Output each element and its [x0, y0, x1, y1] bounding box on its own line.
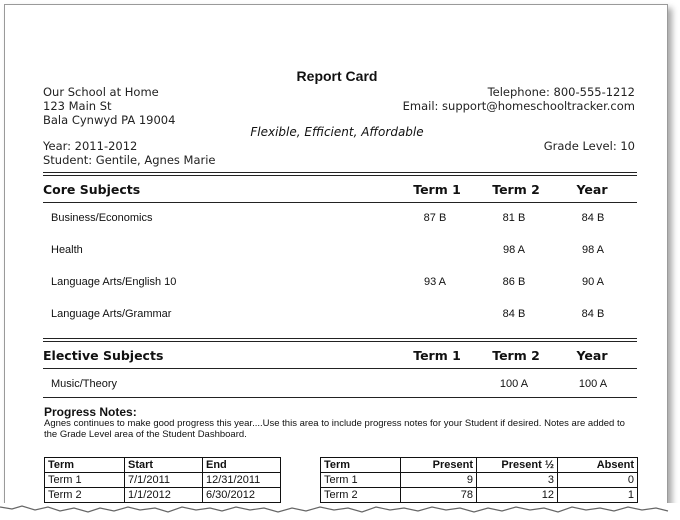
- elective-col-year: Year: [576, 348, 608, 363]
- school-name: Our School at Home: [43, 85, 159, 99]
- report-title: Report Card: [296, 68, 378, 84]
- subject-name: Language Arts/English 10: [51, 276, 177, 288]
- table-header-row: [321, 458, 638, 473]
- table-cell: 12: [477, 488, 558, 503]
- school-email: Email: support@homeschooltracker.com: [402, 99, 635, 113]
- subject-name: Health: [51, 244, 83, 256]
- table-cell: 9: [401, 473, 477, 488]
- table-row: [45, 488, 281, 503]
- grade-term2: 81 B: [502, 212, 526, 224]
- elective-subjects-heading: Elective Subjects: [43, 348, 164, 363]
- divider: [43, 397, 637, 398]
- subject-name: Language Arts/Grammar: [51, 308, 172, 320]
- divider: [43, 172, 637, 176]
- divider: [43, 338, 637, 342]
- subject-name: Business/Economics: [51, 212, 153, 224]
- table-row: [321, 473, 638, 488]
- table-cell: Term 2: [45, 488, 125, 503]
- divider: [43, 368, 637, 369]
- progress-notes-title: Progress Notes:: [44, 405, 137, 419]
- grade-year: 84 B: [581, 212, 605, 224]
- grade-level: Grade Level: 10: [543, 139, 635, 153]
- elective-col-term1: Term 1: [413, 348, 461, 363]
- grade-term2: 100 A: [499, 378, 529, 390]
- core-col-term1: Term 1: [413, 182, 461, 197]
- table-cell: Term 1: [321, 473, 401, 488]
- table-cell: Term 1: [45, 473, 125, 488]
- table-cell: 78: [401, 488, 477, 503]
- attendance-col-present: Present: [401, 458, 477, 473]
- table-row: [321, 488, 638, 503]
- table-cell: 3: [477, 473, 558, 488]
- progress-notes-text: Agnes continues to make good progress this year....Use this area to include progress notes for your Student if desired. Notes are added to the Grade Level area of the Student Dashboard.: [44, 418, 625, 440]
- table-cell: 12/31/2011: [203, 473, 281, 488]
- attendance-table: [320, 457, 638, 503]
- grade-term1: 87 B: [423, 212, 447, 224]
- table-header-row: [45, 458, 281, 473]
- elective-col-term2: Term 2: [492, 348, 540, 363]
- table-row: [45, 473, 281, 488]
- school-tagline: Flexible, Efficient, Affordable: [250, 125, 424, 139]
- report-card-page: [4, 4, 668, 516]
- attendance-col-present-half: Present ½: [477, 458, 558, 473]
- school-address-line2: Bala Cynwyd PA 19004: [43, 113, 176, 127]
- grade-year: 84 B: [581, 308, 605, 320]
- terms-col-term: Term: [45, 458, 125, 473]
- terms-table: [44, 457, 281, 503]
- grade-term2: 98 A: [502, 244, 526, 256]
- school-address-line1: 123 Main St: [43, 99, 112, 113]
- school-year: Year: 2011-2012: [43, 139, 138, 153]
- table-cell: 6/30/2012: [203, 488, 281, 503]
- torn-edge-decoration: [0, 503, 680, 520]
- grade-term2: 84 B: [502, 308, 526, 320]
- grade-year: 90 A: [581, 276, 605, 288]
- terms-col-start: Start: [125, 458, 203, 473]
- table-cell: 7/1/2011: [125, 473, 203, 488]
- core-col-term2: Term 2: [492, 182, 540, 197]
- school-telephone: Telephone: 800-555-1212: [487, 85, 635, 99]
- student-name: Student: Gentile, Agnes Marie: [43, 153, 216, 167]
- divider: [43, 202, 637, 203]
- table-cell: 1: [558, 488, 638, 503]
- table-cell: 0: [558, 473, 638, 488]
- attendance-col-absent: Absent: [558, 458, 638, 473]
- grade-term2: 86 B: [502, 276, 526, 288]
- table-cell: Term 2: [321, 488, 401, 503]
- grade-year: 100 A: [578, 378, 608, 390]
- attendance-col-term: Term: [321, 458, 401, 473]
- table-cell: 1/1/2012: [125, 488, 203, 503]
- terms-col-end: End: [203, 458, 281, 473]
- grade-year: 98 A: [581, 244, 605, 256]
- subject-name: Music/Theory: [51, 378, 118, 390]
- core-subjects-heading: Core Subjects: [43, 182, 141, 197]
- core-col-year: Year: [576, 182, 608, 197]
- grade-term1: 93 A: [423, 276, 447, 288]
